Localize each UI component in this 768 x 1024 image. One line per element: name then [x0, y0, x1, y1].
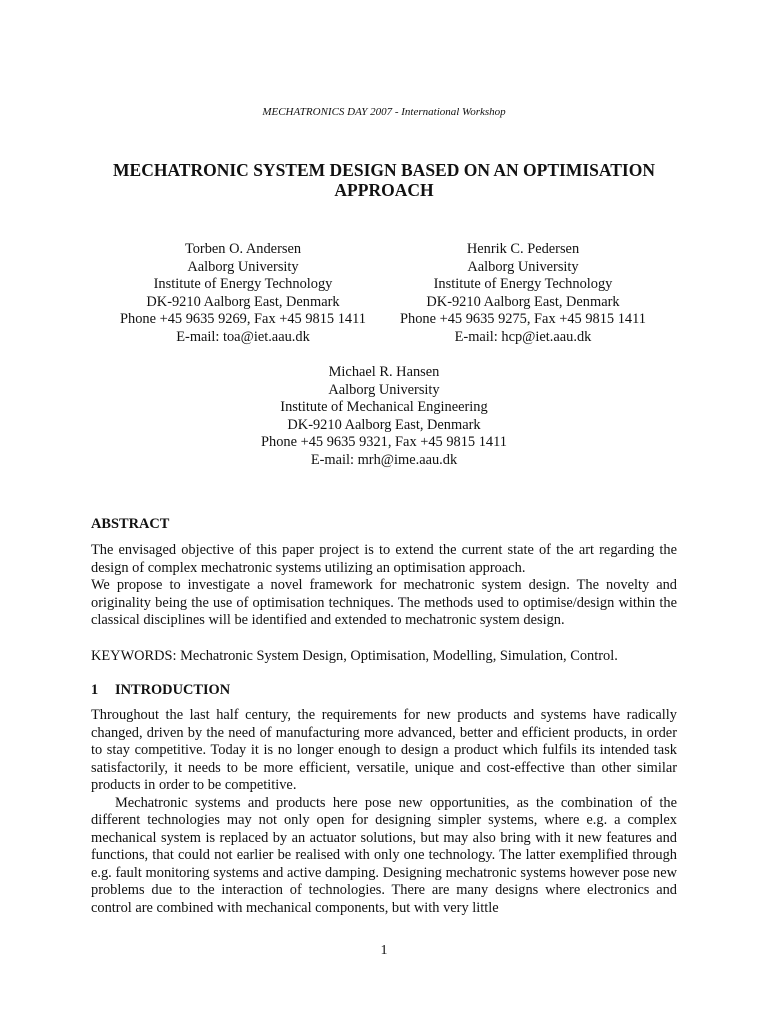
author-email: E-mail: toa@iet.aau.dk [176, 328, 310, 345]
author-address: DK-9210 Aalborg East, Denmark [287, 416, 481, 433]
paper-title [90, 160, 678, 200]
running-header: MECHATRONICS DAY 2007 - International Workshop [262, 106, 506, 118]
abstract-paragraph-2: We propose to investigate a novel framework for mechatronic system design. The novelty and originality being the use of optimisation techniques. The methods used to optimise/design within the classical disciplines will be identified and extended to mechatronic system design. [91, 577, 677, 628]
section-title: INTRODUCTION [115, 682, 231, 698]
author-name: Henrik C. Pedersen [466, 241, 580, 257]
author-name: Torben O. Andersen [184, 241, 302, 257]
author-university: Aalborg University [467, 258, 579, 275]
author-name: Michael R. Hansen [328, 364, 440, 380]
author-block-andersen [103, 241, 383, 346]
author-phone-fax: Phone +45 9635 9275, Fax +45 9815 1411 [400, 311, 646, 327]
abstract-paragraph-1: The envisaged objective of this paper project is to extend the current state of the art regarding the design of complex mechatronic systems utilizing an optimisation approach. [91, 542, 677, 576]
author-university: Aalborg University [187, 258, 299, 275]
paper-title-line-2: APPROACH [334, 180, 434, 200]
author-address: DK-9210 Aalborg East, Denmark [426, 293, 620, 310]
author-institute: Institute of Energy Technology [153, 276, 333, 292]
page-number: 1 [380, 943, 388, 958]
keywords [91, 648, 677, 666]
section-number: 1 [91, 682, 99, 698]
author-institute: Institute of Mechanical Engineering [280, 399, 488, 415]
introduction-paragraph-1: Throughout the last half century, the requirements for new products and systems have radically changed, driven by the need of manufacturing more advanced, better and efficient products, in order to stay competitive. Today it is no longer enough to design a product which fulfils its intended task satisfactorily, it needs to be more efficient, versatile, unique and cost-effective than other similar products in order to be competitive. [91, 707, 677, 793]
introduction-paragraph-2: Mechatronic systems and products here pose new opportunities, as the combination of the different technologies may not only open for designing simpler systems, where e.g. a complex mechanical system is replaced by an actuator solutions, but may also bring with it new features and functions, that could not earlier be realised with only one technology. The latter exemplified through e.g. fault monitoring systems and active damping. Designing mechatronic systems however pose new problems due to the interaction of technologies. There are many designs where electronics and control are combined with mechanical components, but with very little [91, 794, 677, 916]
author-phone-fax: Phone +45 9635 9321, Fax +45 9815 1411 [261, 434, 507, 450]
abstract-heading: ABSTRACT [91, 516, 170, 532]
author-email: E-mail: hcp@iet.aau.dk [454, 328, 592, 345]
author-block-hansen [234, 364, 534, 469]
abstract-body [91, 542, 677, 630]
author-address: DK-9210 Aalborg East, Denmark [146, 293, 340, 310]
paper-title-line-1: MECHATRONIC SYSTEM DESIGN BASED ON AN OPTIMISATION [113, 160, 655, 180]
author-phone-fax: Phone +45 9635 9269, Fax +45 9815 1411 [120, 311, 366, 327]
author-block-pedersen [383, 241, 663, 346]
author-email: E-mail: mrh@ime.aau.dk [310, 451, 458, 468]
introduction-heading [91, 682, 230, 699]
introduction-body [91, 707, 677, 917]
author-institute: Institute of Energy Technology [433, 276, 613, 292]
author-university: Aalborg University [328, 381, 440, 398]
keywords-text: KEYWORDS: Mechatronic System Design, Optimisation, Modelling, Simulation, Control. [91, 648, 618, 664]
